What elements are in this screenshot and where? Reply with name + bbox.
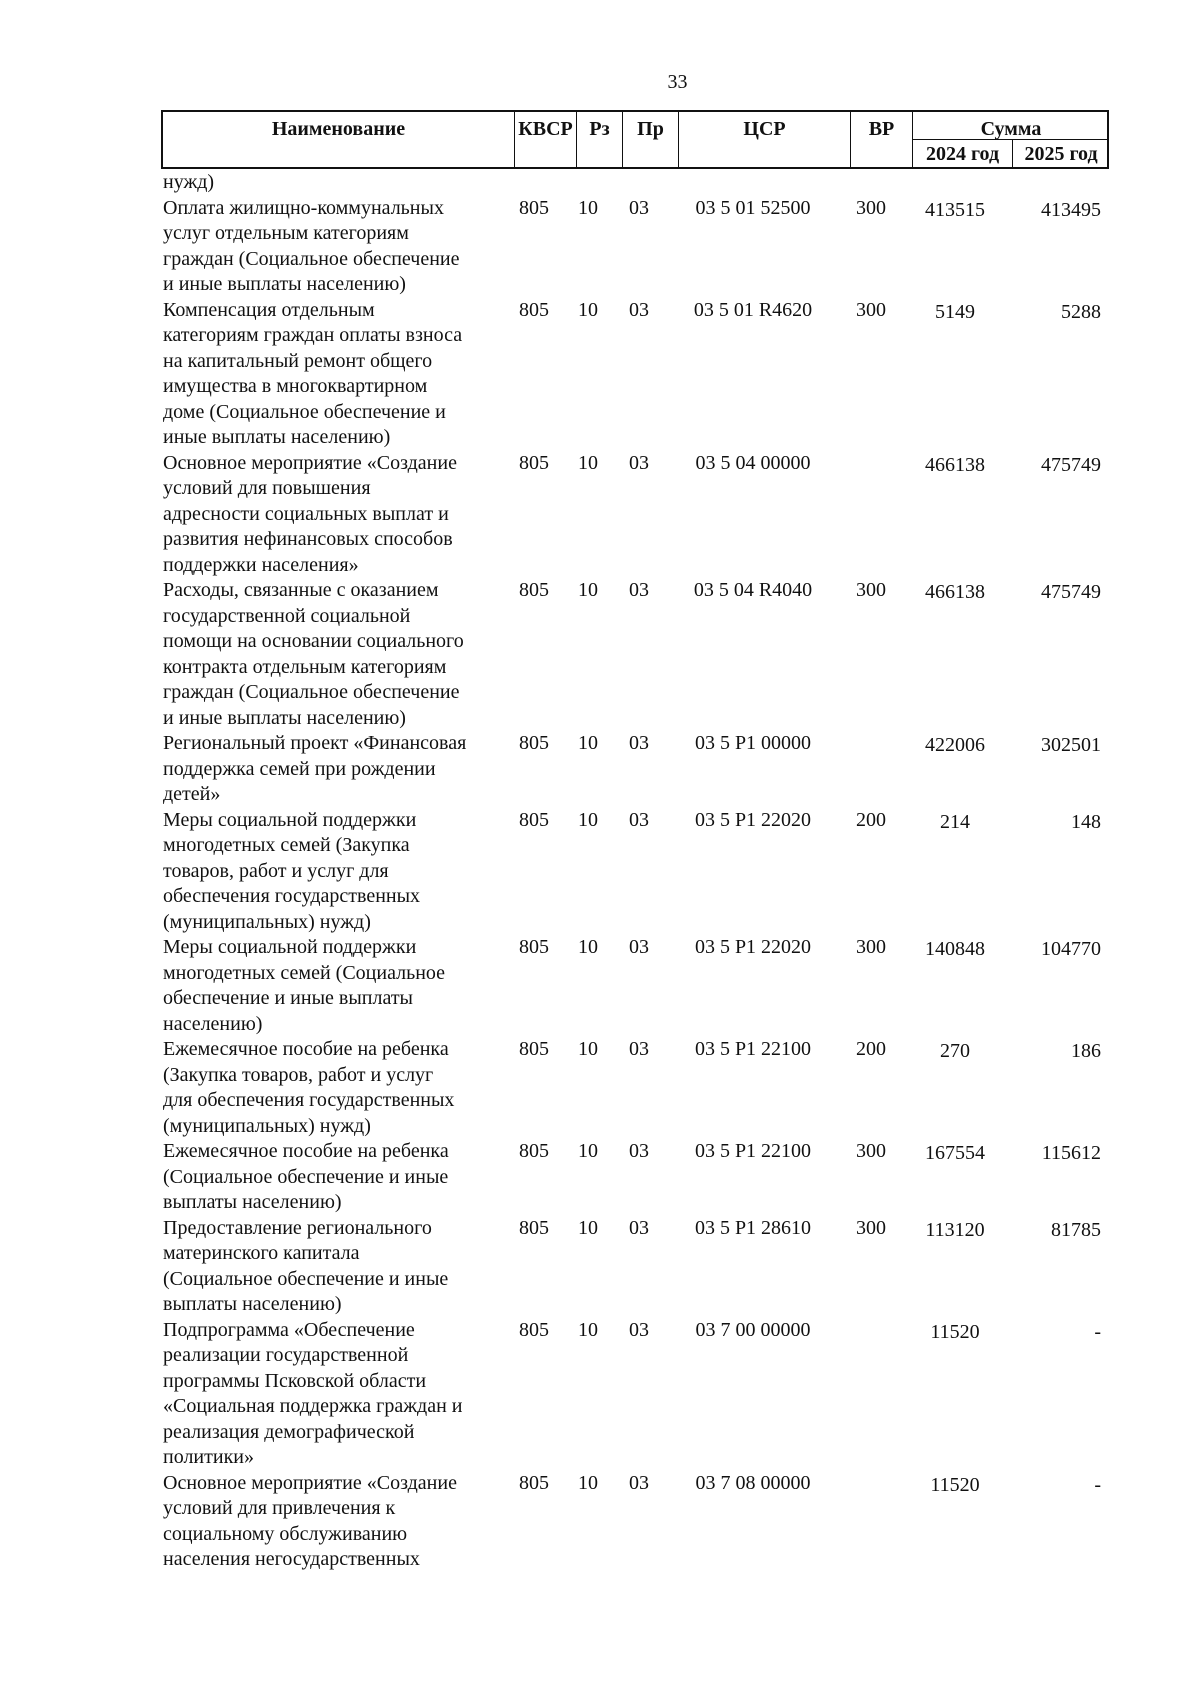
row-name xyxy=(161,196,503,298)
row-csr: 03 5 P1 22100 xyxy=(694,1038,812,1060)
row-sum-2025: 186 xyxy=(1071,1040,1101,1062)
row-csr: 03 5 P1 22020 xyxy=(694,808,812,831)
row-sum-2024: 466138 xyxy=(925,581,985,603)
row-name-line: на капитальный ремонт общего xyxy=(163,349,433,372)
table-row xyxy=(161,298,1121,451)
row-name-line: «Социальная поддержка граждан и xyxy=(163,1395,463,1417)
table-row xyxy=(161,1216,1121,1318)
row-name-line: Ежемесячное пособие на ребенка xyxy=(163,1038,449,1060)
row-name-line: населения негосударственных xyxy=(163,1548,420,1570)
table-row xyxy=(161,808,1121,936)
row-name xyxy=(161,935,503,1037)
row-name-line: (муниципальных) нужд) xyxy=(163,1114,371,1137)
row-name-line: помощи на основании социального xyxy=(163,630,464,652)
row-sum-2024: 140848 xyxy=(925,938,985,960)
row-pr: 03 xyxy=(629,936,649,958)
row-kvsr: 805 xyxy=(519,808,549,831)
row-name-line: обеспечения государственных xyxy=(163,885,421,907)
row-name-line: Меры социальной поддержки xyxy=(163,936,417,958)
row-sum-2024: 113120 xyxy=(925,1218,985,1241)
row-csr: 03 5 P1 22020 xyxy=(694,936,812,958)
row-name-line: условий для повышения xyxy=(163,477,371,499)
row-kvsr: 805 xyxy=(519,1140,549,1162)
row-kvsr: 805 xyxy=(519,579,549,601)
row-name-line: контракта отдельным категориям xyxy=(163,655,447,678)
row-pr: 03 xyxy=(629,808,649,831)
header-kvsr: КВСР xyxy=(515,112,577,167)
row-sum-2024: 422006 xyxy=(925,734,985,756)
row-name-line: Меры социальной поддержки xyxy=(163,808,417,831)
row-pr: 03 xyxy=(629,1318,649,1341)
row-name-line: имущества в многоквартирном xyxy=(163,375,428,397)
header-year-2024: 2024 год xyxy=(913,140,1013,169)
row-name xyxy=(161,451,503,579)
row-name xyxy=(161,731,503,808)
row-rz: 10 xyxy=(578,1471,598,1494)
row-name-line: граждан (Социальное обеспечение xyxy=(163,681,460,703)
table-row xyxy=(161,578,1121,731)
row-name xyxy=(161,1471,503,1573)
row-rz: 10 xyxy=(578,808,598,831)
row-name-line: услуг отдельным категориям xyxy=(163,222,409,244)
row-vr: 200 xyxy=(856,808,886,831)
row-name-line: иные выплаты населению) xyxy=(163,426,391,448)
row-name-line: Ежемесячное пособие на ребенка xyxy=(163,1140,449,1162)
continuation-text: нужд) xyxy=(163,171,215,193)
row-kvsr: 805 xyxy=(519,936,549,958)
row-name-line: многодетных семей (Закупка xyxy=(163,834,410,856)
row-sum-2025: 104770 xyxy=(1041,938,1101,960)
row-name-line: категориям граждан оплаты взноса xyxy=(163,324,463,346)
row-name-line: выплаты населению) xyxy=(163,1191,342,1213)
row-name-line: Подпрограмма «Обеспечение xyxy=(163,1318,415,1341)
row-name-line: адресности социальных выплат и xyxy=(163,502,449,525)
row-pr: 03 xyxy=(629,196,649,219)
row-name-line: Расходы, связанные с оказанием xyxy=(163,579,439,601)
row-csr: 03 5 P1 00000 xyxy=(694,732,812,754)
table-row xyxy=(161,1037,1121,1139)
row-name-line: для обеспечения государственных xyxy=(163,1089,455,1111)
row-kvsr: 805 xyxy=(519,732,549,754)
row-vr: 300 xyxy=(856,936,886,958)
row-vr: 300 xyxy=(856,196,886,219)
row-rz: 10 xyxy=(578,732,598,754)
table-row xyxy=(161,1471,1121,1573)
row-csr: 03 7 08 00000 xyxy=(695,1471,811,1494)
row-kvsr: 805 xyxy=(519,1318,549,1341)
row-name xyxy=(161,1216,503,1318)
row-name-line: поддержки населения» xyxy=(163,553,359,576)
row-csr: 03 5 01 R4620 xyxy=(693,298,813,321)
row-name-line: и иные выплаты населению) xyxy=(163,706,406,729)
row-sum-2024: 11520 xyxy=(930,1473,980,1496)
row-kvsr: 805 xyxy=(519,1216,549,1239)
row-name-line: населению) xyxy=(163,1012,263,1035)
table-row xyxy=(161,1139,1121,1216)
row-name-line: многодетных семей (Социальное xyxy=(163,961,446,984)
row-kvsr: 805 xyxy=(519,1038,549,1060)
row-vr: 200 xyxy=(856,1038,886,1060)
row-pr: 03 xyxy=(629,1140,649,1162)
row-csr: 03 5 04 R4040 xyxy=(693,579,813,601)
row-name-line: (муниципальных) нужд) xyxy=(163,910,371,933)
row-csr: 03 5 01 52500 xyxy=(695,196,811,219)
row-name-line: Компенсация отдельным xyxy=(163,298,375,321)
row-kvsr: 805 xyxy=(519,1471,549,1494)
row-sum-2024: 5149 xyxy=(935,300,975,323)
row-rz: 10 xyxy=(578,1216,598,1239)
table-header xyxy=(161,110,1109,169)
row-pr: 03 xyxy=(629,579,649,601)
row-vr: 300 xyxy=(856,579,886,601)
table-row xyxy=(161,451,1121,579)
row-name-line: и иные выплаты населению) xyxy=(163,273,406,295)
row-name-line: обеспечение и иные выплаты xyxy=(163,987,413,1009)
row-name-line: реализации государственной xyxy=(163,1344,409,1366)
row-sum-2025: 475749 xyxy=(1041,453,1101,476)
table-row xyxy=(161,935,1121,1037)
row-sum-2024: 167554 xyxy=(925,1142,985,1164)
row-sum-2025: 81785 xyxy=(1051,1218,1101,1241)
header-year-2025: 2025 год xyxy=(1024,143,1098,165)
row-rz: 10 xyxy=(578,1140,598,1162)
row-pr: 03 xyxy=(629,1216,649,1239)
row-vr: 300 xyxy=(856,1140,886,1162)
row-name xyxy=(161,1139,503,1216)
table-row xyxy=(161,196,1121,298)
row-vr: 300 xyxy=(856,298,886,321)
row-name xyxy=(161,808,503,936)
row-name-line: детей» xyxy=(163,783,221,805)
row-name-line: реализация демографической xyxy=(163,1420,415,1443)
header-rz: Рз xyxy=(577,112,623,167)
row-sum-2025: 115612 xyxy=(1041,1142,1101,1164)
row-name-line: выплаты населению) xyxy=(163,1293,342,1315)
table-body xyxy=(161,170,1121,1573)
row-name-line: поддержка семей при рождении xyxy=(163,757,436,780)
row-name-line: граждан (Социальное обеспечение xyxy=(163,247,460,270)
row-sum-2024: 270 xyxy=(940,1040,970,1062)
row-pr: 03 xyxy=(629,298,649,321)
row-name xyxy=(161,1037,503,1139)
row-pr: 03 xyxy=(629,1471,649,1494)
row-name xyxy=(161,298,503,451)
row-pr: 03 xyxy=(629,451,649,474)
row-name-line: доме (Социальное обеспечение и xyxy=(163,400,446,423)
row-name xyxy=(161,1318,503,1471)
row-csr: 03 5 04 00000 xyxy=(695,451,811,474)
row-sum-2024: 466138 xyxy=(925,453,985,476)
row-rz: 10 xyxy=(578,196,598,219)
row-csr: 03 7 00 00000 xyxy=(695,1318,811,1341)
row-kvsr: 805 xyxy=(519,298,549,321)
row-name-line: социальному обслуживанию xyxy=(163,1522,408,1545)
table-row xyxy=(161,731,1121,808)
row-rz: 10 xyxy=(578,451,598,474)
header-pr: Пр xyxy=(623,112,679,167)
row-sum-2024: 11520 xyxy=(930,1320,980,1343)
row-name-line: Основное мероприятие «Создание xyxy=(163,1471,457,1494)
row-pr: 03 xyxy=(629,732,649,754)
page-number: 33 xyxy=(667,71,688,93)
row-sum-2025: 302501 xyxy=(1041,734,1101,756)
row-sum-2025: - xyxy=(1094,1473,1101,1496)
row-vr: 300 xyxy=(856,1216,886,1239)
row-sum-2025: - xyxy=(1094,1320,1101,1343)
row-rz: 10 xyxy=(578,298,598,321)
row-pr: 03 xyxy=(629,1038,649,1060)
row-rz: 10 xyxy=(578,936,598,958)
row-csr: 03 5 P1 22100 xyxy=(694,1140,812,1162)
row-rz: 10 xyxy=(578,1038,598,1060)
row-kvsr: 805 xyxy=(519,451,549,474)
row-name-line: (Закупка товаров, работ и услуг xyxy=(163,1063,434,1086)
row-kvsr: 805 xyxy=(519,196,549,219)
row-name-line: Оплата жилищно-коммунальных xyxy=(163,196,444,219)
header-sum xyxy=(913,112,1109,167)
row-name xyxy=(161,578,503,731)
row-name-line: условий для привлечения к xyxy=(163,1497,396,1519)
row-sum-2025: 413495 xyxy=(1041,198,1101,221)
row-sum-2025: 475749 xyxy=(1041,581,1101,603)
table-row xyxy=(161,1318,1121,1471)
row-name-line: программы Псковской области xyxy=(163,1369,427,1392)
header-sum-title: Сумма xyxy=(913,112,1109,140)
row-name-line: государственной социальной xyxy=(163,604,411,627)
row-name-line: материнского капитала xyxy=(163,1242,360,1264)
row-name-line: Предоставление регионального xyxy=(163,1216,432,1239)
row-sum-2025: 5288 xyxy=(1061,300,1101,323)
row-sum-2024: 214 xyxy=(940,810,970,833)
row-name-line: политики» xyxy=(163,1446,254,1468)
row-name-line: (Социальное обеспечение и иные xyxy=(163,1267,449,1290)
row-sum-2024: 413515 xyxy=(925,198,985,221)
row-name-line: развития нефинансовых способов xyxy=(163,528,453,550)
row-sum-2025: 148 xyxy=(1071,810,1101,833)
row-rz: 10 xyxy=(578,1318,598,1341)
table-rows xyxy=(161,196,1121,1573)
row-rz: 10 xyxy=(578,579,598,601)
row-name-line: Региональный проект «Финансовая xyxy=(163,732,467,754)
row-name-line: Основное мероприятие «Создание xyxy=(163,451,457,474)
row-name-line: товаров, работ и услуг для xyxy=(163,859,389,882)
header-csr: ЦСР xyxy=(679,112,851,167)
header-name: Наименование xyxy=(163,112,515,167)
row-name-line: (Социальное обеспечение и иные xyxy=(163,1165,449,1188)
header-vr: ВР xyxy=(851,112,913,167)
row-csr: 03 5 P1 28610 xyxy=(694,1216,812,1239)
